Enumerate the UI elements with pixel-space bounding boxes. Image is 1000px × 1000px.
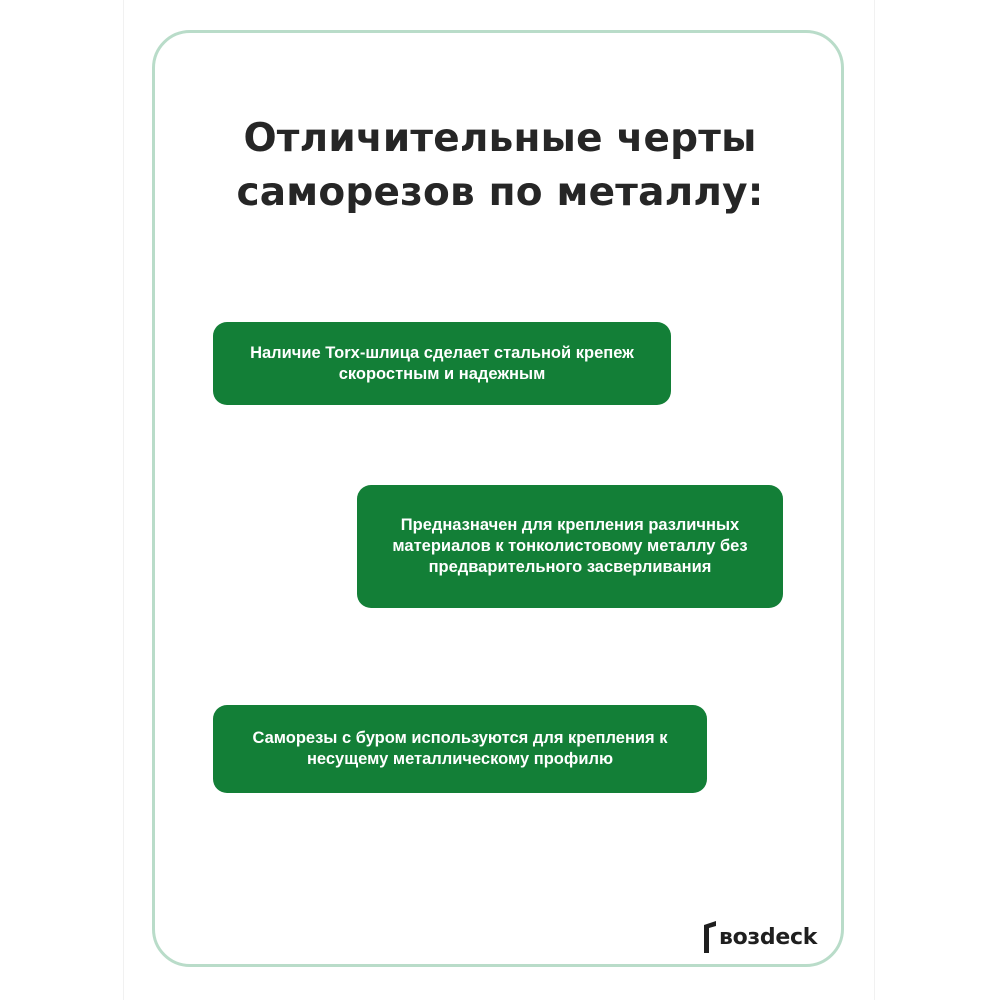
feature-drill-tip [213,705,707,793]
feature-torx-slot [213,322,671,405]
logo-mark-icon [704,921,716,953]
feature-text [252,728,667,770]
feature-text [250,343,634,385]
brand-logo [704,914,817,960]
title-line-1: Отличительные черты [243,116,757,161]
feature-thin-metal [357,485,783,608]
feature-text [392,515,747,578]
logo-wordmark: возdeck [719,924,818,950]
feature-line: Предназначен для крепления различных [400,516,740,534]
feature-line: Саморезы с буром используются для крепления к [252,729,668,747]
page-title [152,112,848,220]
feature-line: предварительного засверливания [428,558,712,576]
feature-line: Наличие Torx-шлица сделает стальной крепеж [250,343,634,362]
feature-line: материалов к тонколистовому металлу без [392,537,748,555]
feature-line: скоростным и надежным [338,364,546,383]
title-line-2: саморезов по металлу: [236,170,764,215]
feature-line: несущему металлическому профилю [306,750,614,768]
